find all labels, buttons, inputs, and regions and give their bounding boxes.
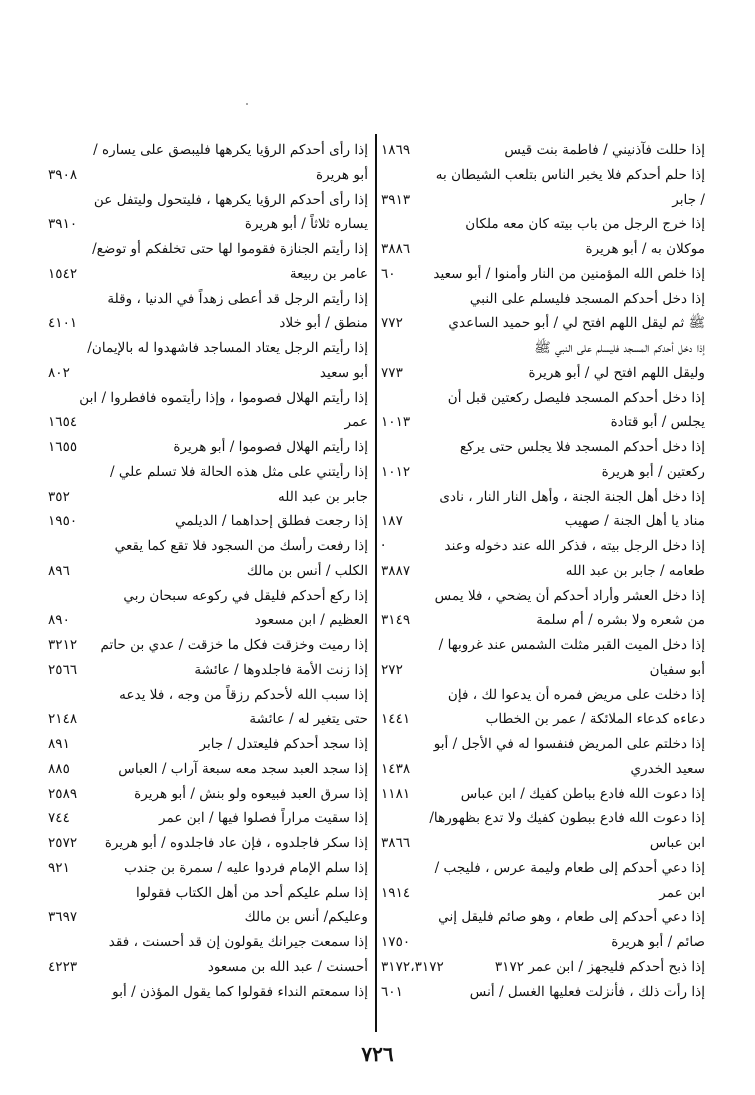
entry-text: أحسنت / عبد الله بن مسعود [207,958,368,975]
index-entry-line [375,212,705,237]
hadith-number: ١٨٦٩ [381,142,411,158]
hadith-number: ٨٩٦ [48,562,70,579]
entry-text: إذا رأت ذلك ، فأنزلت فعليها الغسل / أنس [469,983,705,1000]
index-entry-line [375,188,705,213]
hadith-number: ٢٥٧٢ [48,835,78,851]
hadith-number: ١٤٤١ [381,711,411,728]
hadith-number: ١٠١٢ [381,463,411,480]
entry-text: ابن عباس [649,835,705,851]
hadith-number: ١٤٣٨ [381,760,411,777]
index-entry-line [375,435,705,460]
index-entry-line [48,831,368,856]
entry-text: إذا دخل العشر وأراد أحدكم أن يضحي ، فلا يمس [434,587,705,604]
index-entry-line [375,732,705,757]
entry-text: دعاءه كدعاء الملائكة / عمر بن الخطاب [485,711,705,728]
entry-text: إذا سلم الإمام فردوا عليه / سمرة بن جندب [124,859,368,876]
entry-text: إذا رأى أحدكم الرؤيا يكرهها ، فليتحول وليتفل عن [93,191,368,208]
index-entry-line [48,435,368,460]
index-entry-line [375,386,705,411]
entry-text: إذا رأيتم الجنازة فقوموا لها حتى تخلفكم أو توضع/ [92,241,368,257]
hadith-number: ٧٤٤ [48,810,70,827]
index-entry-line [375,410,705,435]
entry-text: أبو هريرة [316,166,368,183]
entry-text: إذا رأيتم الهلال فصوموا ، وإذا رأيتموه فافطروا / ابن [79,389,368,406]
index-entry-line [375,237,705,262]
entry-text: إذا حللت فآذنيني / فاطمة بنت قيس [504,142,705,158]
index-entry-line [375,311,705,336]
column-divider [375,134,377,1032]
index-entry-line [48,237,368,262]
index-entry-line [375,633,705,658]
hadith-number: ١٨٧ [381,513,403,530]
entry-text: صائم / أبو هريرة [611,934,705,950]
hadith-number: ٣٨٦٦ [381,835,411,851]
entry-text: العظيم / ابن مسعود [254,612,368,629]
index-entry-line [48,633,368,658]
index-entry-line [48,336,368,361]
index-entry-line [48,856,368,881]
index-entry-line [375,806,705,831]
index-entry-line [48,188,368,213]
hadith-number: ٣١٤٩ [381,612,411,629]
index-entry-line [48,287,368,312]
hadith-number: ١٠١٣ [381,414,411,431]
entry-text: إذا دخل أحدكم المسجد فليسلم على النبي ﷺ [534,340,705,356]
entry-text: إذا حلم أحدكم فلا يخبر الناس بتلعب الشيطان به [435,166,705,183]
entry-text: مناد يا أهل الجنة / صهيب [564,513,705,530]
hadith-number: ٣٢١٢ [48,637,78,653]
entry-text: ركعتين / أبو هريرة [601,463,705,480]
index-entry-line [48,707,368,732]
index-entry-line [48,212,368,237]
entry-text: إذا سجد أحدكم فليعتدل / جابر [199,736,368,752]
index-entry-line [48,757,368,782]
index-entry-line [375,683,705,708]
index-entry-line [375,361,705,386]
entry-text: منطق / أبو خلاد [279,315,368,332]
entry-text: موكلان به / أبو هريرة [585,241,705,257]
index-entry-line [375,584,705,609]
hadith-number: ٨٠٢ [48,364,70,381]
entry-text: إذا دخلت على مريض فمره أن يدعوا لك ، فإن [447,686,705,703]
hadith-number: ٣٩١٣ [381,191,411,208]
index-entry-line [48,509,368,534]
index-entry-line [375,336,705,361]
entry-text: سعيد الخدري [630,760,705,777]
index-entry-line [48,806,368,831]
hadith-number: ١١٨١ [381,785,411,802]
hadith-number: ٩٢١ [48,859,70,876]
hadith-number: ١٥٤٢ [48,265,78,282]
index-entry-line [375,534,705,559]
index-entry-line [375,485,705,510]
entry-text: وليقل اللهم افتح لي / أبو هريرة [528,364,705,381]
index-entry-line [375,757,705,782]
entry-text: طعامه / جابر بن عبد الله [565,562,705,579]
entry-text: إذا دعي أحدكم إلى طعام وليمة عرس ، فليجب / [434,859,705,876]
hadith-number: ٣١٧٢،٣١٧٢ [381,958,444,975]
index-column-right [375,138,705,1004]
hadith-number: ١٩٥٠ [48,513,78,530]
hadith-number: ٢٥٨٩ [48,785,78,802]
index-entry-line [375,905,705,930]
index-entry-line [48,262,368,287]
index-entry-line [48,683,368,708]
hadith-number: ١٦٥٥ [48,439,78,455]
entry-text: إذا رميت وخزقت فكل ما خزقت / عدي بن حاتم [100,637,368,653]
entry-text: إذا سقيت مراراً فصلوا فيها / ابن عمر [158,810,368,827]
hadith-number: ١٧٥٠ [381,934,411,950]
entry-text: إذا دخلتم على المريض فنفسوا له في الأجل / أبو [433,736,705,752]
entry-text: من شعره ولا بشره / أم سلمة [536,612,705,629]
hadith-number: ٣٥٢ [48,488,70,505]
hadith-number: ٨٩١ [48,736,70,752]
entry-text: إذا دعي أحدكم إلى طعام ، وهو صائم فليقل إني [438,909,705,926]
entry-text: إذا دعوت الله فادع ببطون كفيك ولا تدع بظهورها/ [429,810,705,827]
index-entry-line [48,410,368,435]
index-column-left [48,138,368,1004]
hadith-number: ٢١٤٨ [48,711,78,728]
entry-text: إذا سجد العبد سجد معه سبعة آراب / العباس [118,760,368,777]
index-entry-line [375,782,705,807]
index-entry-line [375,930,705,955]
index-entry-line [375,707,705,732]
entry-text: أبو سعيد [319,364,368,381]
index-entry-line [48,584,368,609]
index-entry-line [375,559,705,584]
entry-text: ﷺ ثم ليقل اللهم افتح لي / أبو حميد الساعدي [448,315,705,332]
hadith-number: ٣٨٨٧ [381,562,411,579]
entry-text: إذا سرق العبد فبيعوه ولو بنش / أبو هريرة [134,785,368,802]
index-entry-line [375,881,705,906]
entry-text: إذا رأيتم الرجل يعتاد المساجد فاشهدوا له بالإيمان/ [87,340,368,356]
index-entry-line [48,311,368,336]
hadith-number: ١٦٥٤ [48,414,78,431]
index-entry-line [48,138,368,163]
entry-text: إذا سكر فاجلدوه ، فإن عاد فاجلدوه / أبو هريرة [104,835,368,851]
index-entry-line [48,732,368,757]
entry-text: إذا دخل أهل الجنة الجنة ، وأهل النار النار ، نادى [439,488,705,505]
index-entry-line [375,287,705,312]
index-entry-line [48,658,368,683]
hadith-number: ٨٨٥ [48,760,70,777]
entry-text: إذا دخل أحدكم المسجد فليصل ركعتين قبل أن [447,389,705,406]
entry-text: إذا ركع أحدكم فليقل في ركوعه سبحان ربي [123,587,368,604]
hadith-number: ٣٩٠٨ [48,166,78,183]
entry-text: / جابر [672,191,705,208]
index-entry-line [375,138,705,163]
entry-text: إذا سبب الله لأحدكم رزقاً من وجه ، فلا يدعه [119,686,368,703]
entry-text: يساره ثلاثاً / أبو هريرة [244,216,368,233]
index-entry-line [375,509,705,534]
index-entry-line [48,782,368,807]
entry-text: إذا رأيتم الهلال فصوموا / أبو هريرة [173,439,368,455]
hadith-number: ٦٠١ [381,983,403,1000]
hadith-number: · [381,538,386,554]
entry-text: أبو سفيان [649,661,705,678]
entry-text: إذا خلص الله المؤمنين من النار وأمنوا / أبو سعيد [433,265,705,282]
entry-text: وعليكم/ أنس بن مالك [244,909,368,926]
entry-text: إذا دخل أحدكم المسجد فلا يجلس حتى يركع [459,439,705,455]
index-entry-line [48,905,368,930]
entry-text: عمر [344,414,368,431]
entry-text: إذا رأيتم الرجل قد أعطى زهداً في الدنيا ، وقلة [107,290,368,307]
entry-text: إذا سمعت جيرانك يقولون إن قد أحسنت ، فقد [108,934,368,950]
entry-text: إذا سلم عليكم أحد من أهل الكتاب فقولوا [135,884,368,901]
entry-text: إذا دخل الرجل بيته ، فذكر الله عند دخوله وعند [444,538,705,554]
index-entry-line [375,955,705,980]
entry-text: إذا رأى أحدكم الرؤيا يكرهها فليبصق على يساره / [93,142,368,158]
entry-text: حتى يتغير له / عائشة [249,711,368,728]
entry-text: إذا رفعت رأسك من السجود فلا تقع كما يقعي [114,538,368,554]
index-entry-line [48,559,368,584]
index-entry-line [375,262,705,287]
hadith-number: ١٩١٤ [381,884,411,901]
hadith-number: ٣٨٨٦ [381,241,411,257]
entry-text: ابن عمر [659,884,705,901]
entry-text: إذا زنت الأمة فاجلدوها / عائشة [194,661,368,678]
hadith-number: ٤٢٢٣ [48,958,78,975]
hadith-number: ٢٥٦٦ [48,661,78,678]
index-entry-line [375,831,705,856]
index-entry-line [375,163,705,188]
hadith-number: ٧٧٣ [381,364,403,381]
hadith-number: ٢٧٢ [381,661,403,678]
index-entry-line [48,608,368,633]
index-entry-line [375,980,705,1005]
index-entry-line [48,361,368,386]
entry-text: إذا ذبح أحدكم فليجهز / ابن عمر ٣١٧٢ [494,958,705,975]
hadith-number: ٧٧٢ [381,315,403,332]
hadith-number: ٦٠ [381,265,396,282]
hadith-number: ٣٩١٠ [48,216,78,233]
entry-text: إذا سمعتم النداء فقولوا كما يقول المؤذن / أبو [112,983,368,1000]
entry-text: إذا رأيتني على مثل هذه الحالة فلا تسلم علي / [109,463,368,480]
index-entry-line [375,460,705,485]
entry-text: إذا خرج الرجل من باب بيته كان معه ملكان [465,216,705,233]
entry-text: جابر بن عبد الله [278,488,368,505]
index-entry-line [48,980,368,1005]
index-entry-line [48,460,368,485]
scan-speck [246,103,248,105]
index-entry-line [48,485,368,510]
entry-text: إذا دعوت الله فادع بباطن كفيك / ابن عباس [460,785,705,802]
index-entry-line [48,930,368,955]
hadith-number: ٨٩٠ [48,612,70,629]
page-number: ٧٢٦ [361,1042,394,1066]
entry-text: إذا رجعت فطلق إحداهما / الديلمي [175,513,368,530]
index-entry-line [375,658,705,683]
index-entry-line [375,856,705,881]
entry-text: إذا دخل أحدكم المسجد فليسلم على النبي [469,290,705,307]
index-entry-line [375,608,705,633]
index-entry-line [48,955,368,980]
index-entry-line [48,386,368,411]
hadith-number: ٤١٠١ [48,315,78,332]
hadith-number: ٣٦٩٧ [48,909,78,926]
index-entry-line [48,163,368,188]
index-entry-line [48,534,368,559]
entry-text: الكلب / أنس بن مالك [246,562,368,579]
entry-text: إذا دخل الميت القبر مثلت الشمس عند غروبها / [438,637,705,653]
index-entry-line [48,881,368,906]
entry-text: يجلس / أبو قتادة [610,414,705,431]
entry-text: عامر بن ربيعة [289,265,368,282]
